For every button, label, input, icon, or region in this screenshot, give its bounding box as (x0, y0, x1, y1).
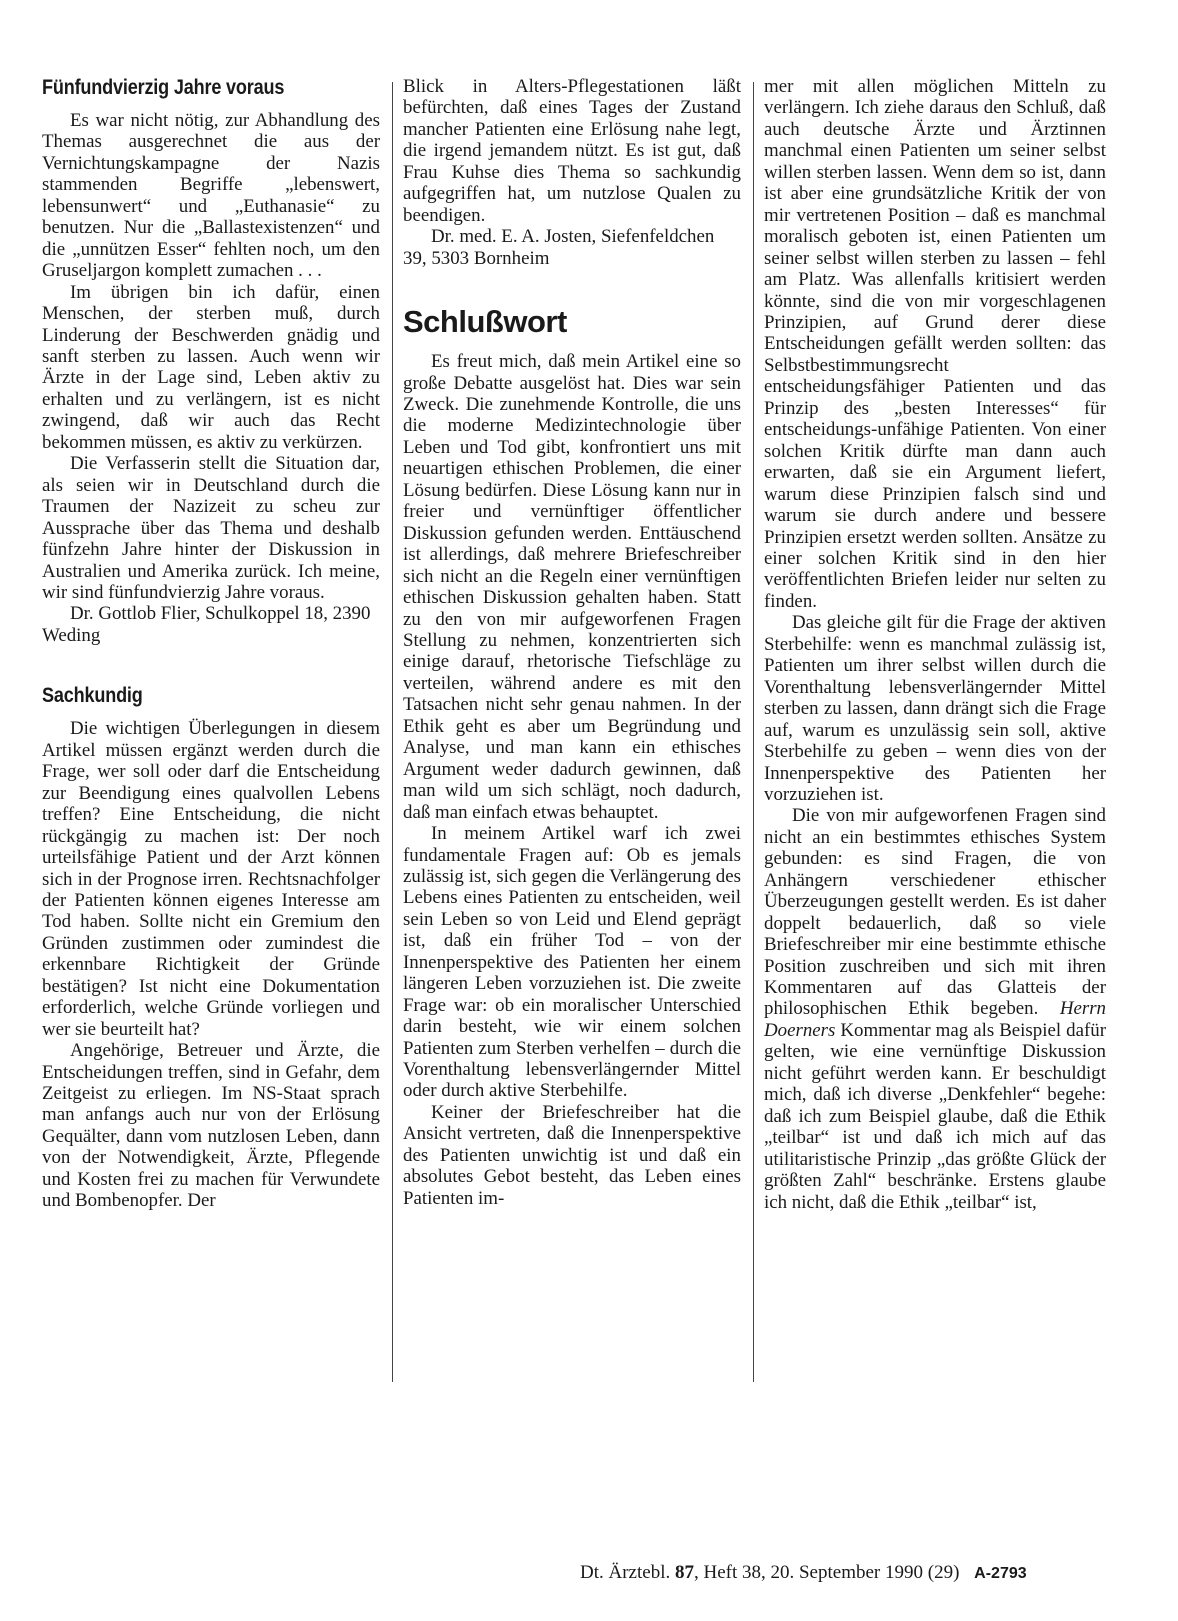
paragraph: Blick in Alters-Pflegestationen läßt befürchten, daß eines Tages der Zustand mancher Patienten eine Erlösung nahe legt, die irgend jemandem nützt. Es ist gut, daß Frau Kuhse dies Thema so sachkundig aufgegriffen hat, um nutzlose Qualen zu beendigen. (403, 76, 741, 226)
column-rule-2 (753, 82, 754, 1382)
page-footer (580, 1562, 1027, 1584)
paragraph: Angehörige, Betreuer und Ärzte, die Entscheidungen treffen, sind in Gefahr, dem Zeitgeist zu erliegen. Im NS-Staat sprach man anfangs auch nur von der Erlösung Gequälter, dann vom nutzlosen Leben, dann von der Notwendigkeit, Ärzte, Pflegende und Kosten frei zu machen für Verwundete und Bombenopfer. Der (42, 1040, 380, 1212)
paragraph: Keiner der Briefeschreiber hat die Ansicht vertreten, daß die Innenperspektive des Patienten unwichtig ist und daß ein absolutes Gebot besteht, das Leben eines Patienten im- (403, 1101, 741, 1209)
paragraph (764, 805, 1106, 1213)
letter-signature-2: Dr. med. E. A. Josten, Siefenfeldchen 39, 5303 Bornheim (403, 226, 715, 269)
paragraph-text: Die von mir aufgeworfenen Fragen sind nicht an ein bestimmtes ethisches System gebunden: es sind Fragen, die von Anhängern verschiedener ethischer Überzeugungen gestellt werden. Es ist daher doppelt bedauerlich, daß so viele Briefeschreiber mir eine bestimmte ethische Position zuschreiben und sich mit ihren Kommentaren auf das Glatteis der philosophischen Ethik begeben. (764, 805, 1106, 1020)
paragraph: Die wichtigen Überlegungen in diesem Artikel müssen ergänzt werden durch die Frage, wer soll oder darf die Entscheidung zur Beendigung eines qualvollen Lebens treffen? Eine Entscheidung, die nicht rückgängig zu machen ist: Der noch urteilsfähige Patient und der Arzt können sich in der Prognose irren. Rechtsnachfolger der Patienten können eigenes Interesse am Tod haben. Sollte nicht ein Gremium den Gründen zustimmen oder zumindest die erkennbare Richtigkeit der Gründe bestätigen? Ist nicht eine Dokumentation erforderlich, welche Gründe vorliegen und wer sie beurteilt hat? (42, 718, 380, 1040)
paragraph: Im übrigen bin ich dafür, einen Menschen, der sterben muß, durch Linderung der Beschwerden gnädig und sanft sterben zu lassen. Auch wenn wir Ärzte in der Lage sind, Leben aktiv zu erhalten und zu verlängern, ist es nicht zwingend, daß wir auch das Recht bekommen müssen, es aktiv zu verkürzen. (42, 281, 380, 453)
journal-volume: 87 (674, 1562, 694, 1583)
column-rule-1 (392, 82, 393, 1382)
letter-signature-1: Dr. Gottlob Flier, Schulkoppel 18, 2390 Weding (42, 603, 371, 646)
column-2 (403, 76, 741, 1209)
paragraph: In meinem Artikel warf ich zwei fundamentale Fragen auf: Ob es jemals zulässig ist, sich gegen die Verlängerung des Lebens eines Patienten zu entscheiden, weil sein Leben so von Leid und Elend geprägt ist, daß ein früher Tod – von der Innenperspektive des Patienten her einem längeren Leben vorzuziehen ist. Die zweite Frage war: ob ein moralischer Unterschied darin besteht, wie wir einem solchen Patienten zum Sterben verhelfen – durch die Vorenthaltung lebensverlängernder Mittel oder durch aktive Sterbehilfe. (403, 823, 741, 1102)
paragraph: Die Verfasserin stellt die Situation dar, als seien wir in Deutschland durch die Traumen der Nazizeit zu scheu zur Aussprache über das Thema und deshalb fünfzehn Jahre hinter der Diskussion in Australien und Amerika zurück. Ich meine, wir sind fünfundvierzig Jahre voraus. (42, 453, 380, 603)
page-number: A-2793 (974, 1565, 1027, 1582)
paragraph: Das gleiche gilt für die Frage der aktiven Sterbehilfe: wenn es manchmal zulässig ist, Patienten um ihrer selbst willen durch die Vorenthaltung lebensverlängernder Mittel sterben zu lassen, dann drängt sich die Frage auf, warum es unzulässig sein soll, aktive Sterbehilfe zu geben – wenn dies von der Innenperspektive des Patienten her vorzuziehen ist. (764, 612, 1106, 805)
issue-info: , Heft 38, 20. September 1990 (29) (693, 1562, 960, 1583)
closing-word-heading: Schlußwort (403, 304, 567, 340)
journal-name: Dt. Ärztebl. (580, 1562, 671, 1583)
letter-heading-2: Sachkundig (42, 684, 143, 708)
paragraph-text: Kommentar mag als Beispiel dafür gelten, wie eine vernünftige Diskussion nicht geführt werden kann. Er beschuldigt mich, daß ich diverse „Denkfehler“ begehe: daß ich zum Beispiel glaube, daß die Ethik „teilbar“ ist und daß ich mich auf das utilitaristische Prinzip „das größte Glück der größten Zahl“ beschränke. Erstens glaube ich nicht, daß die Ethik „teilbar“ ist, (764, 1019, 1106, 1213)
paragraph: mer mit allen möglichen Mitteln zu verlängern. Ich ziehe daraus den Schluß, daß auch deutsche Ärzte und Ärztinnen manchmal einen Patienten um seiner selbst willen sterben lassen. Wenn dem so ist, dann ist aber eine grundsätzliche Kritik der von mir vertretenen Position – daß es manchmal moralisch geboten ist, einen Patienten um seiner selbst willen sterben zu lassen – fehl am Platz. Was allenfalls kritisiert werden könnte, sind die von mir vorgeschlagenen Prinzipien, auf Grund derer diese Entscheidungen gefällt werden sollten: das Selbstbestimmungsrecht entscheidungsfähiger Patienten und das Prinzip des „besten Interesses“ für entscheidungs-unfähige Patienten. Von einer solchen Kritik dürfte man dann auch erwarten, daß sie ein Argument liefert, warum diese Prinzipien falsch sind und warum sie durch andere und bessere Prinzipien ersetzt werden sollten. Ansätze zu einer solchen Kritik sind in den hier veröffentlichten Briefen leider nur selten zu finden. (764, 76, 1106, 612)
column-3 (764, 76, 1106, 1213)
paragraph: Es freut mich, daß mein Artikel eine so große Debatte ausgelöst hat. Dies war sein Zweck. Die zunehmende Kontrolle, die uns die moderne Medizintechnologie über Leben und Tod gibt, konfrontiert uns mit neuartigen ethischen Problemen, die einer Lösung bedürfen. Diese Lösung kann nur in freier und vernünftiger öffentlicher Diskussion gefunden werden. Enttäuschend ist allerdings, daß mehrere Briefeschreiber sich nicht an die Regeln einer vernünftigen ethischen Diskussion gehalten haben. Statt zu den von mir aufgeworfenen Fragen Stellung zu nehmen, konzentrierten sich einige darauf, rhetorische Tiefschläge zu verteilen, während andere es mit den Tatsachen nicht sehr genau nahmen. In der Ethik geht es aber um Begründung und Analyse, und man kann ein ethisches Argument weder dadurch gewinnen, daß man wild um sich schlägt, noch dadurch, daß man einfach etwas behauptet. (403, 351, 741, 823)
paragraph: Es war nicht nötig, zur Abhandlung des Themas ausgerechnet die aus der Vernichtungskampagne der Nazis stammenden Begriffe „lebenswert, lebensunwert“ und „Euthanasie“ zu benutzen. Nur die „Ballastexistenzen“ und die „unnützen Esser“ fehlten noch, um den Gruseljargon komplett zumachen . . . (42, 110, 380, 282)
letter-heading-1: Fünfundvierzig Jahre voraus (42, 76, 285, 99)
cited-author-name: Herrn Doerners (764, 998, 1106, 1041)
column-1 (42, 76, 380, 1212)
